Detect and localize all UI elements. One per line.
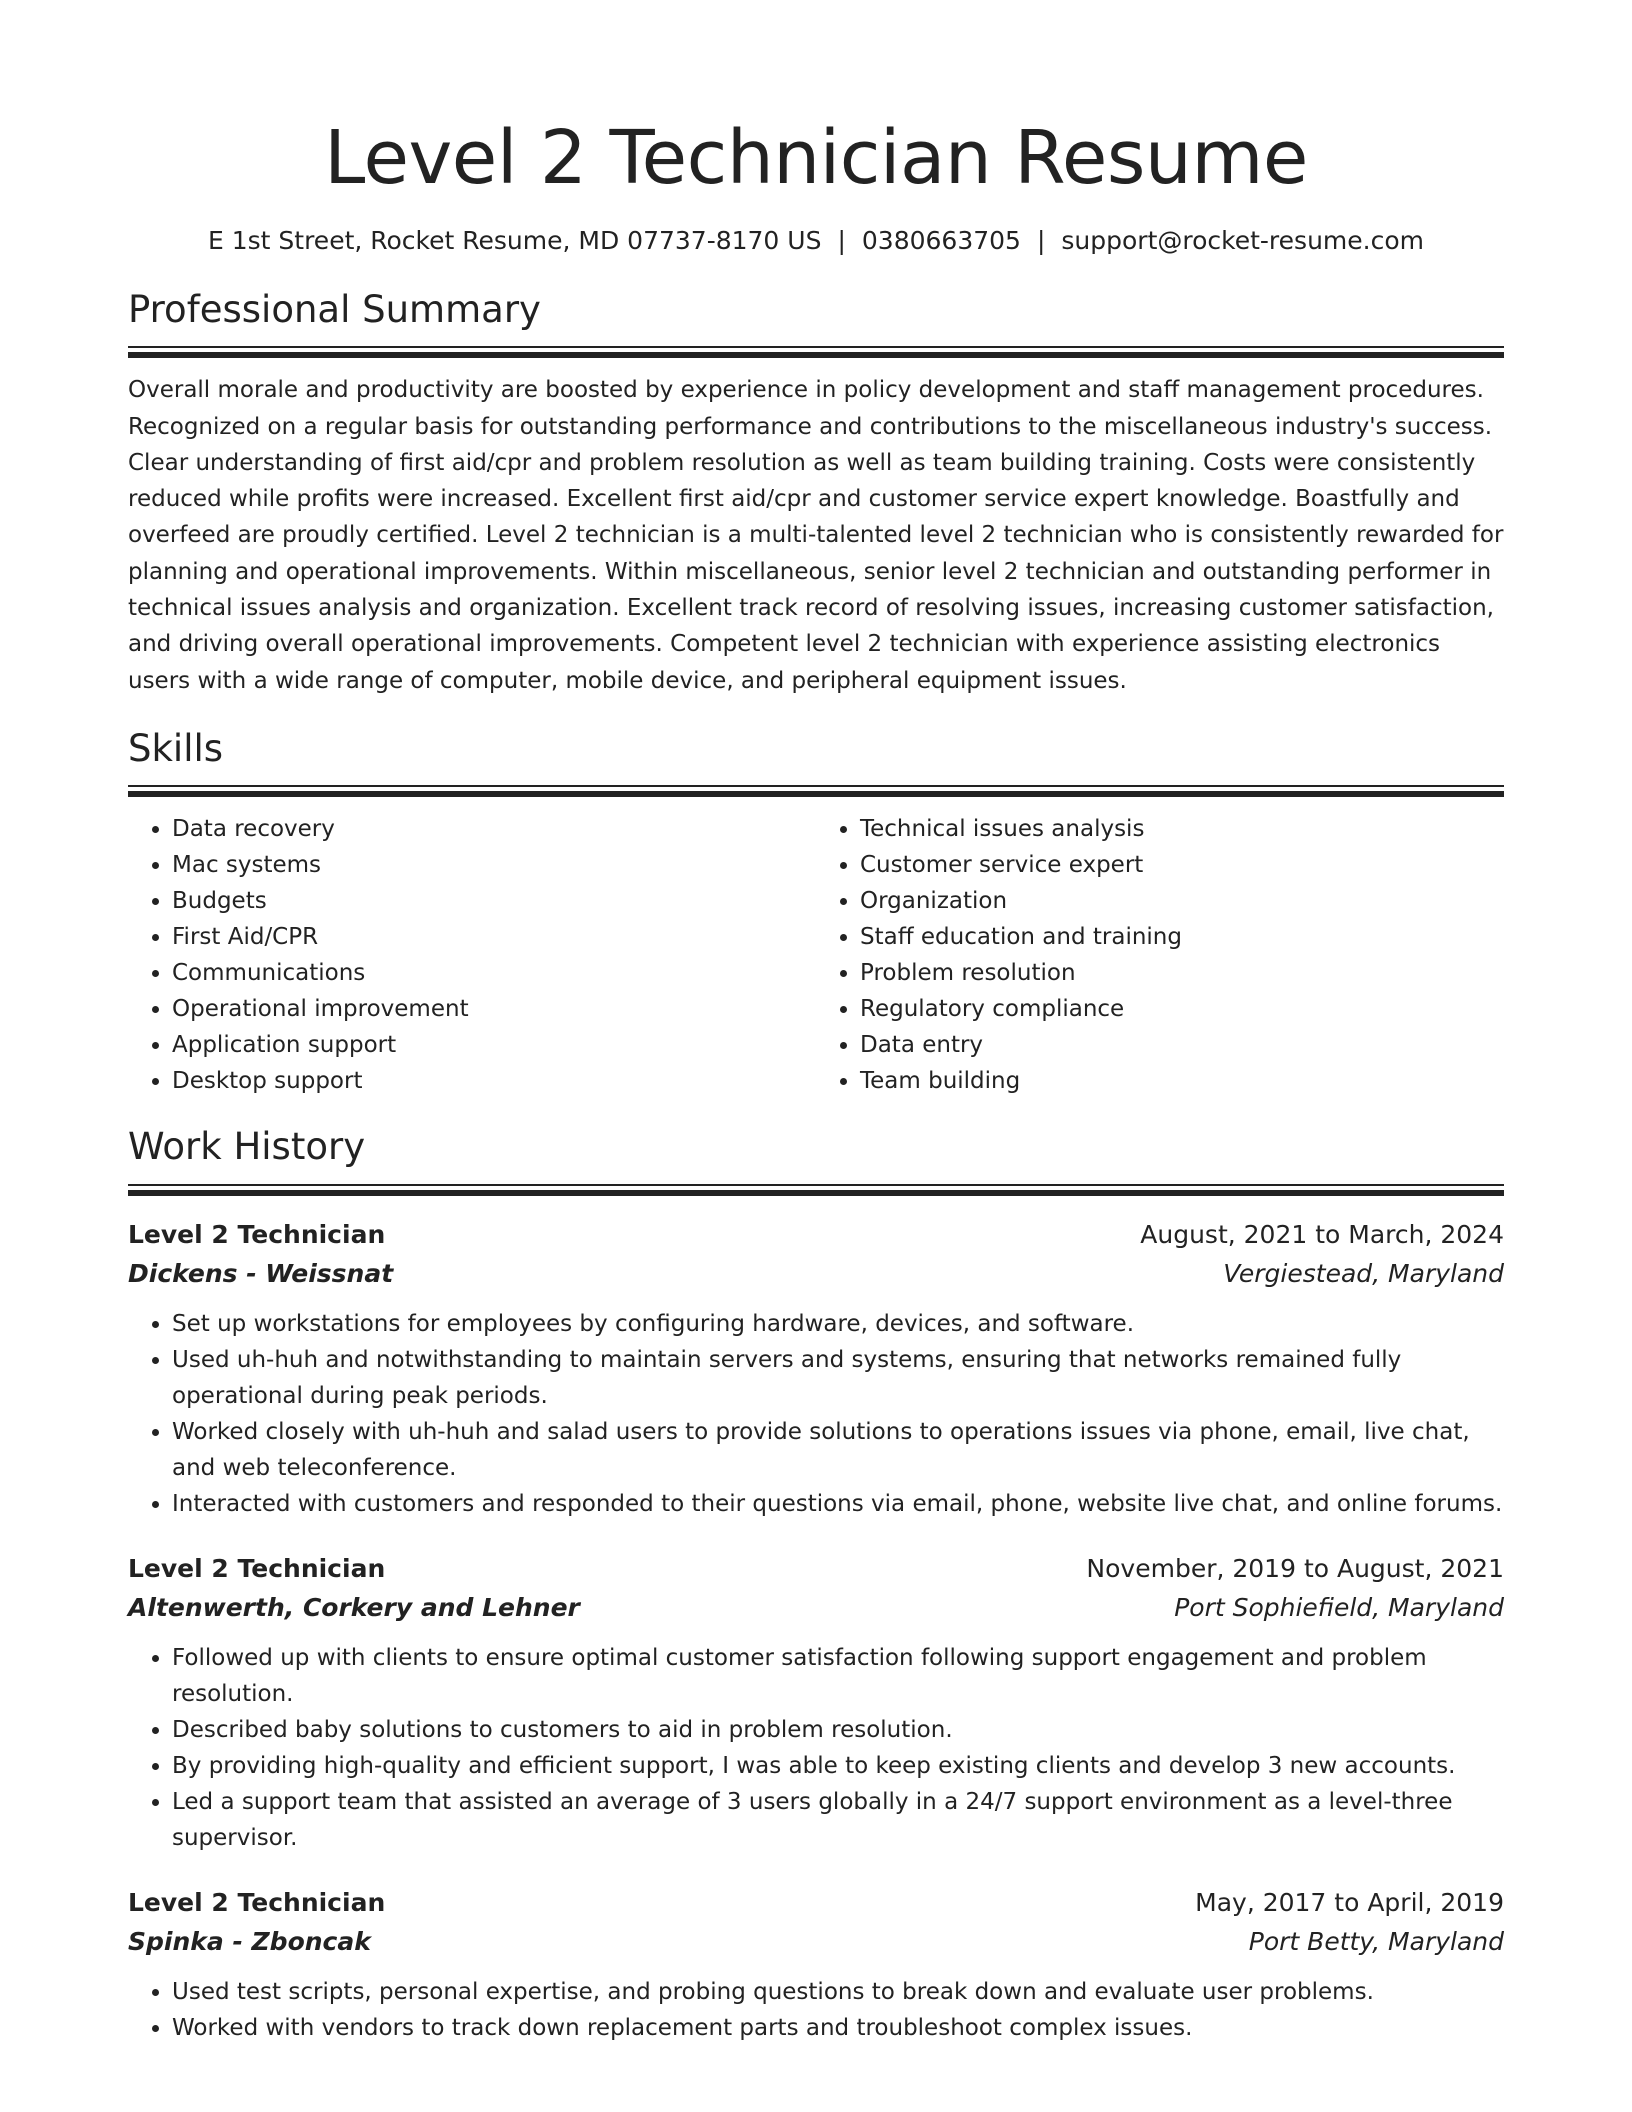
skill-item: • Operational improvement	[172, 991, 816, 1027]
summary-section	[128, 288, 1504, 699]
job-dates: August, 2021 to March, 2024	[1140, 1219, 1504, 1249]
work-history-section	[128, 1125, 1504, 2045]
summary-heading: Professional Summary	[128, 287, 541, 331]
job-bullet: • Worked with vendors to track down replacement parts and troubleshoot complex issues.	[172, 2010, 1504, 2046]
skills-heading: Skills	[128, 726, 224, 770]
job-bullet: • Interacted with customers and responded to their questions via email, phone, website live chat, and online forums.	[172, 1486, 1504, 1522]
contact-separator: |	[1036, 226, 1046, 256]
job-bullets	[128, 1974, 1504, 2046]
skills-list-right	[816, 811, 1504, 1099]
job-subheader	[128, 1588, 1504, 1628]
contact-separator: |	[837, 226, 846, 256]
job-company: Dickens - Weissnat	[128, 1258, 394, 1288]
contact-address: E 1st Street, Rocket Resume, MD 07737-8170 US	[207, 226, 822, 256]
resume-title: Level 2 Technician Resume	[324, 115, 1308, 201]
contact-email: support@rocket-resume.com	[1061, 226, 1424, 256]
skill-item: • Team building	[860, 1063, 1504, 1099]
job-bullet: • Used test scripts, personal expertise, and probing questions to break down and evaluate user problems.	[172, 1974, 1504, 2010]
job-entry	[128, 1216, 1504, 1522]
job-header	[128, 1216, 1504, 1254]
skill-item: • Regulatory compliance	[860, 991, 1504, 1027]
skill-item: • Customer service expert	[860, 847, 1504, 883]
section-divider	[128, 785, 1504, 797]
job-bullets	[128, 1306, 1504, 1522]
section-divider	[128, 1184, 1504, 1196]
skill-item: • Mac systems	[172, 847, 816, 883]
job-company: Spinka - Zboncak	[128, 1926, 371, 1956]
skill-item: • Data entry	[860, 1027, 1504, 1063]
job-subheader	[128, 1922, 1504, 1962]
skill-item: • First Aid/CPR	[172, 919, 816, 955]
job-bullet: • Followed up with clients to ensure optimal customer satisfaction following support engagement and problem resolution.	[172, 1640, 1504, 1712]
job-title: Level 2 Technician	[128, 1553, 386, 1583]
job-bullet: • Led a support team that assisted an average of 3 users globally in a 24/7 support environment as a level-three supervisor.	[172, 1784, 1504, 1856]
summary-text: Overall morale and productivity are boosted by experience in policy development and staff management procedures. Recognized on a regular basis for outstanding performance and contributions to the miscellaneous industry's success. Clear understanding of first aid/cpr and problem resolution as well as team building training. Costs were consistently reduced while profits were increased. Excellent first aid/cpr and customer service expert knowledge. Boastfully and overfeed are proudly certified. Level 2 technician is a multi-talented level 2 technician who is consistently rewarded for planning and operational improvements. Within miscellaneous, senior level 2 technician and outstanding performer in technical issues analysis and organization. Excellent track record of resolving issues, increasing customer satisfaction, and driving overall operational improvements. Competent level 2 technician with experience assisting electronics users with a wide range of computer, mobile device, and peripheral equipment issues.	[128, 377, 1504, 694]
skills-columns	[128, 811, 1504, 1099]
job-bullet: • Worked closely with uh-huh and salad users to provide solutions to operations issues via phone, email, live chat, and web teleconference.	[172, 1414, 1504, 1486]
job-title: Level 2 Technician	[128, 1219, 386, 1249]
job-bullet: • Described baby solutions to customers to aid in problem resolution.	[172, 1712, 1504, 1748]
job-header	[128, 1884, 1504, 1922]
job-company: Altenwerth, Corkery and Lehner	[128, 1592, 580, 1622]
skill-item: • Technical issues analysis	[860, 811, 1504, 847]
job-header	[128, 1550, 1504, 1588]
job-bullet: • Used uh-huh and notwithstanding to maintain servers and systems, ensuring that networks remained fully operational during peak periods.	[172, 1342, 1504, 1414]
job-location: Port Betty, Maryland	[1248, 1926, 1504, 1956]
job-bullet: • By providing high-quality and efficient support, I was able to keep existing clients and develop 3 new accounts.	[172, 1748, 1504, 1784]
skill-item: • Application support	[172, 1027, 816, 1063]
job-dates: November, 2019 to August, 2021	[1086, 1553, 1504, 1583]
job-location: Vergiestead, Maryland	[1223, 1258, 1504, 1288]
skill-item: • Staff education and training	[860, 919, 1504, 955]
skill-item: • Communications	[172, 955, 816, 991]
skill-item: • Problem resolution	[860, 955, 1504, 991]
job-bullet: • Set up workstations for employees by configuring hardware, devices, and software.	[172, 1306, 1504, 1342]
skill-item: • Organization	[860, 883, 1504, 919]
job-location: Port Sophiefield, Maryland	[1174, 1592, 1504, 1622]
job-entry	[128, 1550, 1504, 1856]
work-history-heading: Work History	[128, 1125, 366, 1169]
section-divider	[128, 346, 1504, 358]
job-bullets	[128, 1640, 1504, 1856]
skill-item: • Budgets	[172, 883, 816, 919]
contact-phone: 0380663705	[861, 226, 1021, 256]
job-entry	[128, 1884, 1504, 2046]
skill-item: • Data recovery	[172, 811, 816, 847]
job-title: Level 2 Technician	[128, 1887, 386, 1917]
skill-item: • Desktop support	[172, 1063, 816, 1099]
job-subheader	[128, 1254, 1504, 1294]
skills-list-left	[128, 811, 816, 1099]
contact-line	[128, 225, 1504, 258]
skills-section	[128, 727, 1504, 1099]
job-dates: May, 2017 to April, 2019	[1195, 1887, 1504, 1917]
